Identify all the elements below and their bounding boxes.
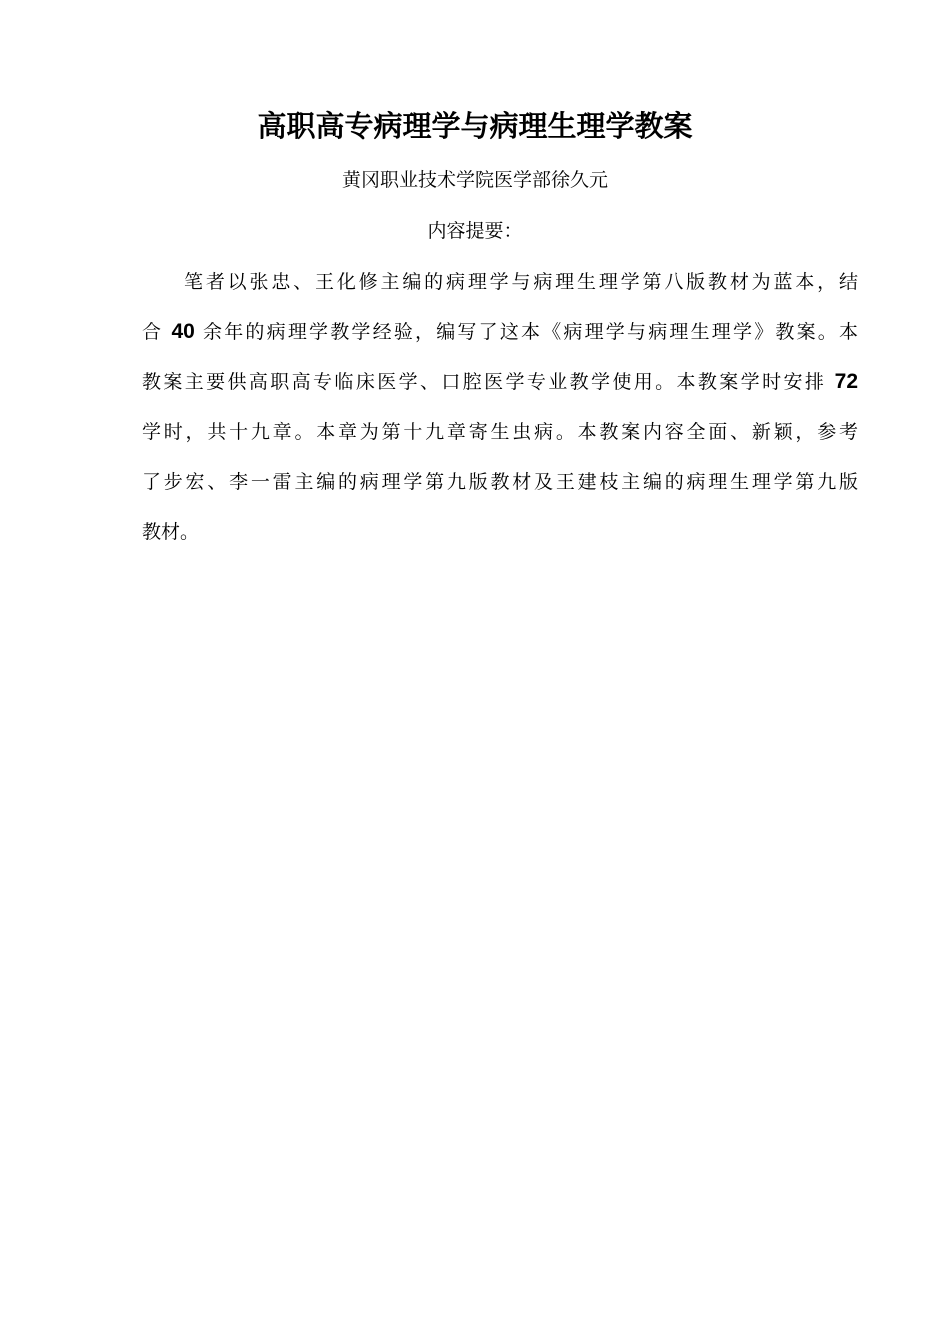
document-title: 高职高专病理学与病理生理学教案 bbox=[257, 109, 693, 143]
abstract-heading: 内容提要： bbox=[427, 220, 523, 242]
author-line: 黄冈职业技术学院医学部徐久元 bbox=[341, 169, 608, 191]
number-72: 72 bbox=[834, 370, 858, 393]
abstract-line: 笔者以张忠、王化修主编的病理学与病理生理学第八版教材为蓝本，结 bbox=[184, 271, 858, 293]
abstract-line: 教材。 bbox=[142, 521, 200, 543]
abstract-body bbox=[142, 263, 858, 563]
abstract-line: 学时，共十九章。本章为第十九章寄生虫病。本教案内容全面、新颖，参考 bbox=[142, 421, 858, 443]
abstract-line: 了步宏、李一雷主编的病理学第九版教材及王建枝主编的病理生理学第九版 bbox=[142, 471, 858, 493]
abstract-line: 教案主要供高职高专临床医学、口腔医学专业教学使用。本教案学时安排 72 bbox=[142, 370, 858, 393]
abstract-line: 合 40 余年的病理学教学经验，编写了这本《病理学与病理生理学》教案。本 bbox=[142, 320, 858, 343]
number-40: 40 bbox=[171, 320, 195, 343]
